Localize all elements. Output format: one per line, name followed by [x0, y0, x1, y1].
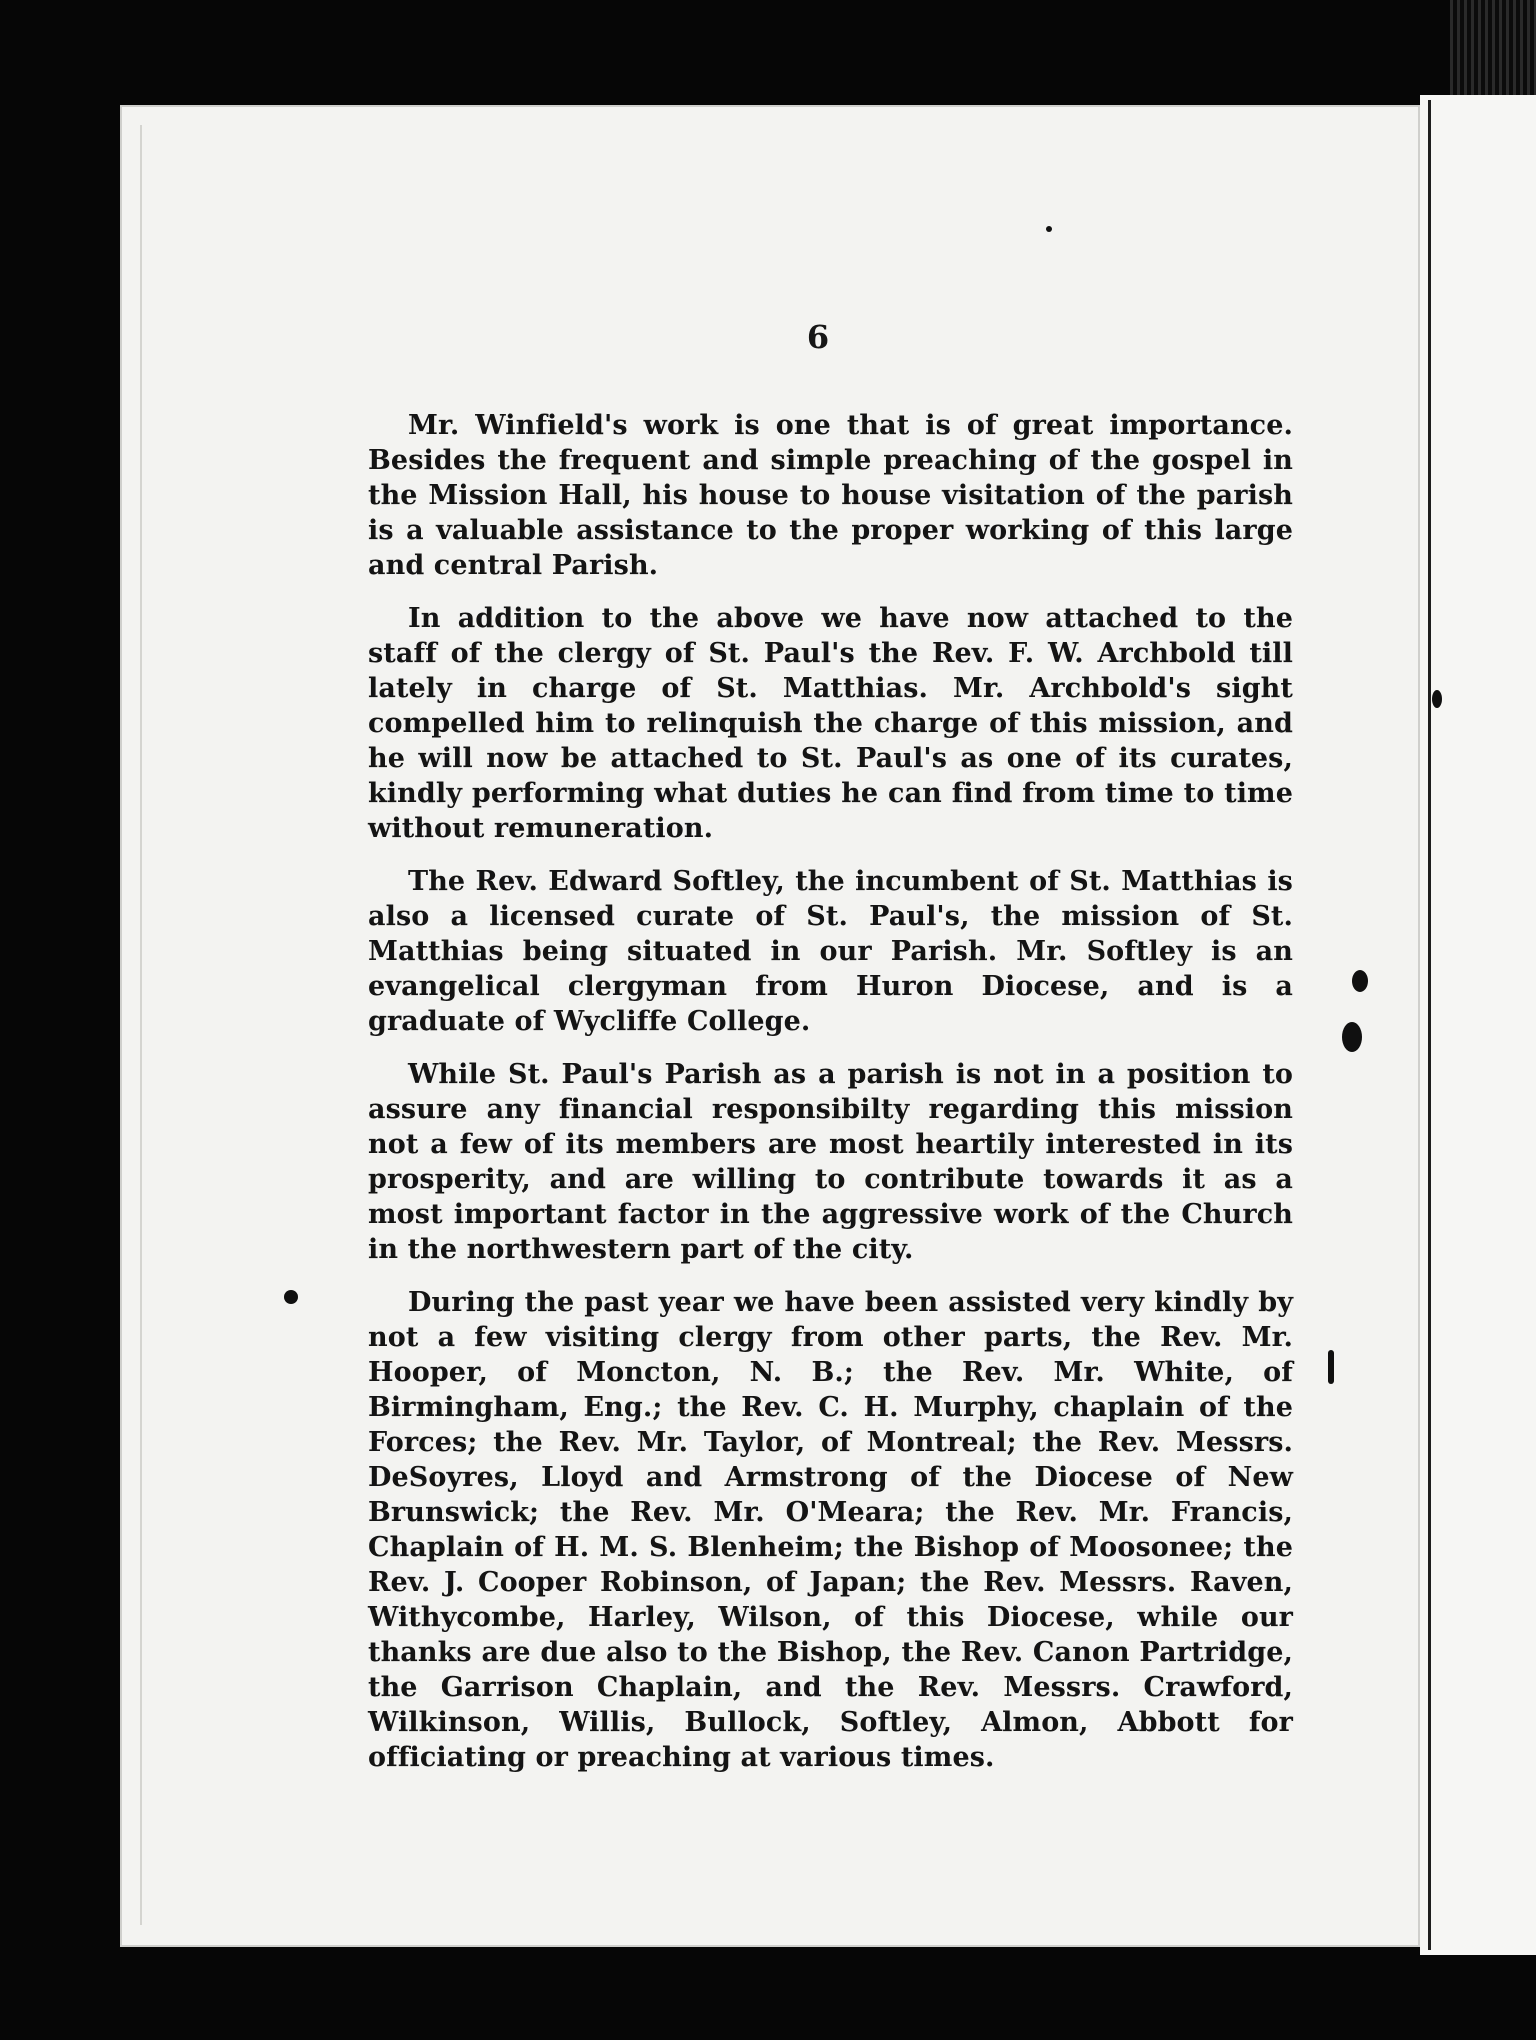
speck — [1328, 1350, 1334, 1384]
speck — [1432, 690, 1442, 708]
paragraph-softley: The Rev. Edward Softley, the incumbent of St. Matthias is also a licensed curate of St. Paul's, the mission of St. Matthias being situated in our Parish. Mr. Softley is an evangelical clergyman from Huron Diocese, and is a graduate of Wycliffe College. — [368, 866, 1293, 1037]
page-number: 6 — [806, 318, 830, 356]
speck — [1046, 226, 1052, 232]
page-fold-line — [1428, 100, 1431, 1950]
speck — [1342, 1022, 1362, 1052]
speck — [1352, 970, 1368, 992]
speck — [284, 1290, 298, 1304]
paragraph-visiting-clergy: During the past year we have been assisted very kindly by not a few visiting clergy from other parts, the Rev. Mr. Hooper, of Moncton, N. B.; the Rev. Mr. White, of Birmingham, Eng.; the Rev. C. H. Murphy, chaplain of the Forces; the Rev. Mr. Taylor, of Montreal; the Rev. Messrs. DeSoyres, Lloyd and Armstrong of the Diocese of New Brunswick; the Rev. Mr. O'Meara; the Rev. Mr. Francis, Chaplain of H. M. S. Blenheim; the Bishop of Moosonee; the Rev. J. Cooper Robinson, of Japan; the Rev. Messrs. Raven, Withycombe, Harley, Wilson, of this Diocese, while our thanks are due also to the Bishop, the Rev. Canon Partridge, the Garrison Chaplain, and the Rev. Messrs. Crawford, Wilkinson, Willis, Bullock, Softley, Almon, Abbott for officiating or preaching at various times. — [368, 1287, 1293, 1773]
paragraph-winfield: Mr. Winfield's work is one that is of great importance. Besides the frequent and simple preaching of the gospel in the Mission Hall, his house to house visitation of the parish is a valuable assistance to the proper working of this large and central Parish. — [368, 410, 1293, 581]
paragraph-mission: While St. Paul's Parish as a parish is not in a position to assure any financial responsibilty regarding this mission not a few of its members are most heartily interested in its prosperity, and are willing to contribute towards it as a most important factor in the aggressive work of the Church in the northwestern part of the city. — [368, 1059, 1293, 1265]
adjacent-page-edge — [1420, 95, 1536, 1955]
body-text — [368, 408, 1293, 1793]
film-strip-edge — [1450, 0, 1536, 100]
paragraph-archbold: In addition to the above we have now attached to the staff of the clergy of St. Paul's the Rev. F. W. Archbold till lately in charge of St. Matthias. Mr. Archbold's sight compelled him to relinquish the charge of this mission, and he will now be attached to St. Paul's as one of its curates, kindly performing what duties he can find from time to time without remuneration. — [368, 603, 1293, 844]
